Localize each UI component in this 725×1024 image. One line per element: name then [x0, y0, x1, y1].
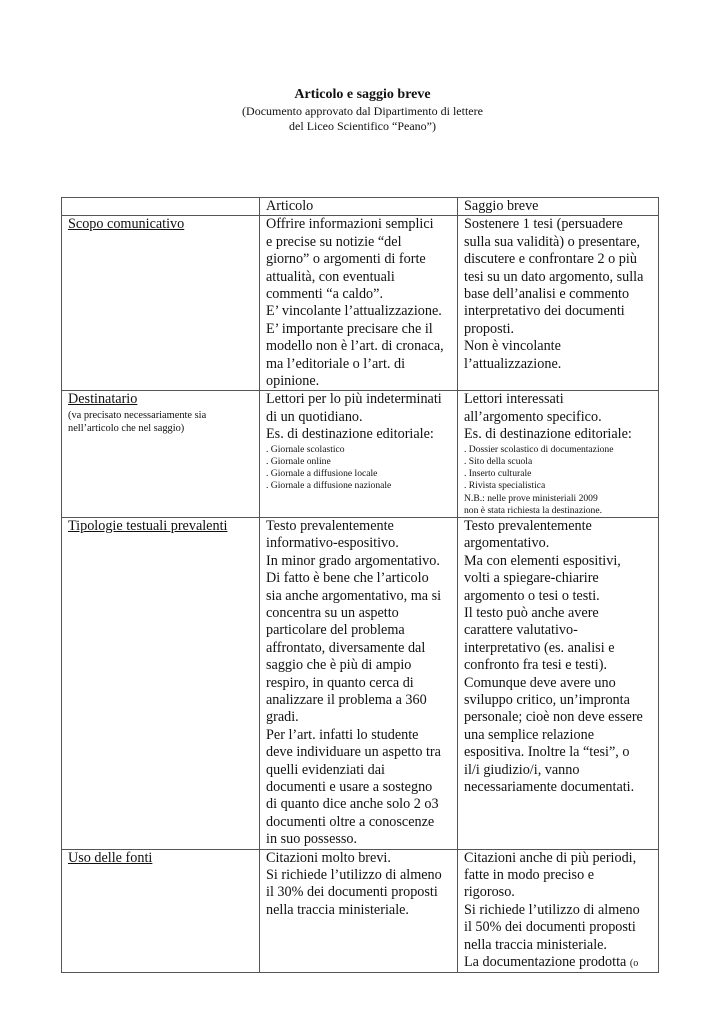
header-cell-empty [62, 198, 260, 216]
cell-line: di quanto dice anche solo 2 o3 [266, 796, 439, 813]
header-cell-articolo: Articolo [260, 198, 458, 216]
cell-line: informativo-espositivo. [266, 535, 399, 552]
nb-note: N.B.: nelle prove ministeriali 2009 [464, 492, 598, 504]
destination-example: . Giornale scolastico [266, 443, 345, 455]
saggio-cell [458, 216, 659, 391]
cell-line: E’ importante precisare che il [266, 320, 433, 337]
cell-line: sulla sua validità) o presentare, [464, 233, 641, 250]
cell-line: Testo prevalentemente [266, 517, 394, 534]
cell-line: l’attualizzazione. [464, 355, 562, 372]
cell-line: Citazioni molto brevi. [266, 849, 391, 866]
cell-line: respiro, in quanto cerca di [266, 674, 414, 691]
cell-line: Testo prevalentemente [464, 517, 592, 534]
table-row [62, 517, 659, 849]
cell-line: necessariamente documentati. [464, 779, 635, 795]
cell-line: carattere valutativo- [464, 622, 578, 639]
row-label-cell [62, 849, 260, 973]
cell-line: attualità, con eventuali [266, 268, 395, 285]
document-subtitle-line-2: del Liceo Scientifico “Peano”) [289, 119, 436, 133]
cell-line: quelli evidenziati dai [266, 761, 385, 778]
table-row [62, 391, 659, 517]
cell-line: argomento o tesi o testi. [464, 587, 600, 604]
cell-line: interpretativo (es. analisi e [464, 639, 615, 656]
cell-line: base dell’analisi e commento [464, 286, 630, 303]
articolo-cell [260, 216, 458, 391]
cell-line: concentra su un aspetto [266, 604, 399, 621]
document-header [0, 86, 725, 134]
cell-line: Non è vincolante [464, 338, 561, 355]
cell-line: Lettori per lo più indeterminati [266, 391, 442, 408]
cell-line: particolare del problema [266, 622, 405, 639]
cell-line-last [464, 954, 652, 972]
row-label: Destinatario [68, 391, 138, 408]
cell-line: Offrire informazioni semplici [266, 216, 434, 233]
cell-line: personale; cioè non deve essere [464, 709, 643, 726]
cell-line: confronto fra tesi e testi). [464, 657, 608, 674]
cell-line: opinione. [266, 373, 320, 390]
cell-line: discutere e confrontare 2 o più [464, 251, 637, 268]
saggio-cell [458, 849, 659, 973]
articolo-cell [260, 391, 458, 517]
cell-line: il 50% dei documenti proposti [464, 919, 636, 936]
row-label-cell [62, 391, 260, 517]
cell-line-trailing-small: (o [629, 958, 639, 970]
cell-line: volti a spiegare-chiarire [464, 570, 599, 587]
row-label-cell [62, 517, 260, 849]
cell-line: Lettori interessati [464, 391, 564, 408]
row-label: Tipologie testuali prevalenti [68, 517, 228, 534]
row-label-cell [62, 216, 260, 391]
destination-example: . Sito della scuola [464, 455, 533, 467]
saggio-cell [458, 517, 659, 849]
cell-line-text: La documentazione prodotta [464, 954, 630, 971]
cell-line: all’argomento specifico. [464, 408, 602, 425]
cell-line: In minor grado argomentativo. [266, 552, 440, 569]
destination-example: . Inserto culturale [464, 468, 532, 480]
row-label-note: nell’articolo che nel saggio) [68, 423, 185, 435]
cell-line: Si richiede l’utilizzo di almeno [464, 901, 640, 918]
nb-note: non è stata richiesta la destinazione. [464, 504, 602, 516]
row-label: Uso delle fonti [68, 849, 153, 866]
cell-line: nella traccia ministeriale. [464, 936, 607, 953]
cell-line: saggio che è più di ampio [266, 657, 412, 674]
cell-line: Per l’art. infatti lo studente [266, 726, 419, 743]
saggio-cell [458, 391, 659, 517]
cell-line: interpretativo dei documenti [464, 303, 625, 320]
cell-line: E’ vincolante l’attualizzazione. [266, 303, 442, 320]
destination-example: . Giornale online [266, 455, 331, 467]
cell-line: sviluppo critico, un’impronta [464, 691, 630, 708]
articolo-cell [260, 517, 458, 849]
cell-line: tesi su un dato argomento, sulla [464, 268, 644, 285]
document-title: Articolo e saggio breve [294, 87, 431, 102]
cell-line: Il testo può anche avere [464, 604, 599, 621]
cell-line: argomentativo. [464, 535, 550, 552]
cell-line: documenti e usare a sostegno [266, 779, 433, 795]
cell-line: proposti. [464, 320, 515, 337]
cell-line: sia anche argomentativo, ma si [266, 587, 442, 604]
cell-line: Es. di destinazione editoriale: [266, 426, 434, 443]
cell-line: Es. di destinazione editoriale: [464, 426, 632, 443]
destination-example: . Giornale a diffusione nazionale [266, 480, 392, 492]
cell-line: Si richiede l’utilizzo di almeno [266, 867, 442, 884]
cell-line: fatte in modo preciso e [464, 867, 595, 884]
cell-line: Ma con elementi espositivi, [464, 552, 621, 569]
comparison-table [61, 197, 659, 973]
destination-example: . Dossier scolastico di documentazione [464, 443, 614, 455]
cell-line: nella traccia ministeriale. [266, 901, 409, 918]
table-row [62, 216, 659, 391]
cell-line: espositiva. Inoltre la “tesi”, o [464, 744, 630, 761]
cell-line: di un quotidiano. [266, 408, 363, 425]
cell-line: giorno” o argomenti di forte [266, 251, 426, 268]
cell-line: ma l’editoriale o l’art. di [266, 355, 406, 372]
cell-line: il/i giudizio/i, vanno [464, 761, 580, 778]
document-subtitle-line-1: (Documento approvato dal Dipartimento di lettere [242, 104, 483, 118]
cell-line: una semplice relazione [464, 726, 594, 743]
cell-line: Sostenere 1 tesi (persuadere [464, 216, 623, 233]
cell-line: Comunque deve avere uno [464, 674, 616, 691]
destination-example: . Giornale a diffusione locale [266, 468, 378, 480]
row-label: Scopo comunicativo [68, 216, 185, 233]
cell-line: in suo possesso. [266, 831, 358, 848]
cell-line: modello non è l’art. di cronaca, [266, 338, 444, 355]
table-row [62, 849, 659, 973]
cell-line: Citazioni anche di più periodi, [464, 849, 637, 866]
row-label-note: (va precisato necessariamente sia [68, 409, 207, 421]
cell-line: il 30% dei documenti proposti [266, 884, 438, 901]
cell-line: Di fatto è bene che l’articolo [266, 570, 429, 587]
cell-line: affrontato, diversamente dal [266, 639, 426, 656]
table-header-row [62, 198, 659, 216]
articolo-cell [260, 849, 458, 973]
destination-example: . Rivista specialistica [464, 480, 546, 492]
cell-line: rigoroso. [464, 884, 515, 901]
cell-line: deve individuare un aspetto tra [266, 744, 441, 761]
cell-line: commenti “a caldo”. [266, 286, 383, 303]
cell-line: e precise su notizie “del [266, 233, 402, 250]
cell-line: analizzare il problema a 360 [266, 691, 427, 708]
header-cell-saggio: Saggio breve [458, 198, 659, 216]
cell-line: gradi. [266, 709, 299, 726]
cell-line: documenti oltre a conoscenze [266, 813, 435, 830]
